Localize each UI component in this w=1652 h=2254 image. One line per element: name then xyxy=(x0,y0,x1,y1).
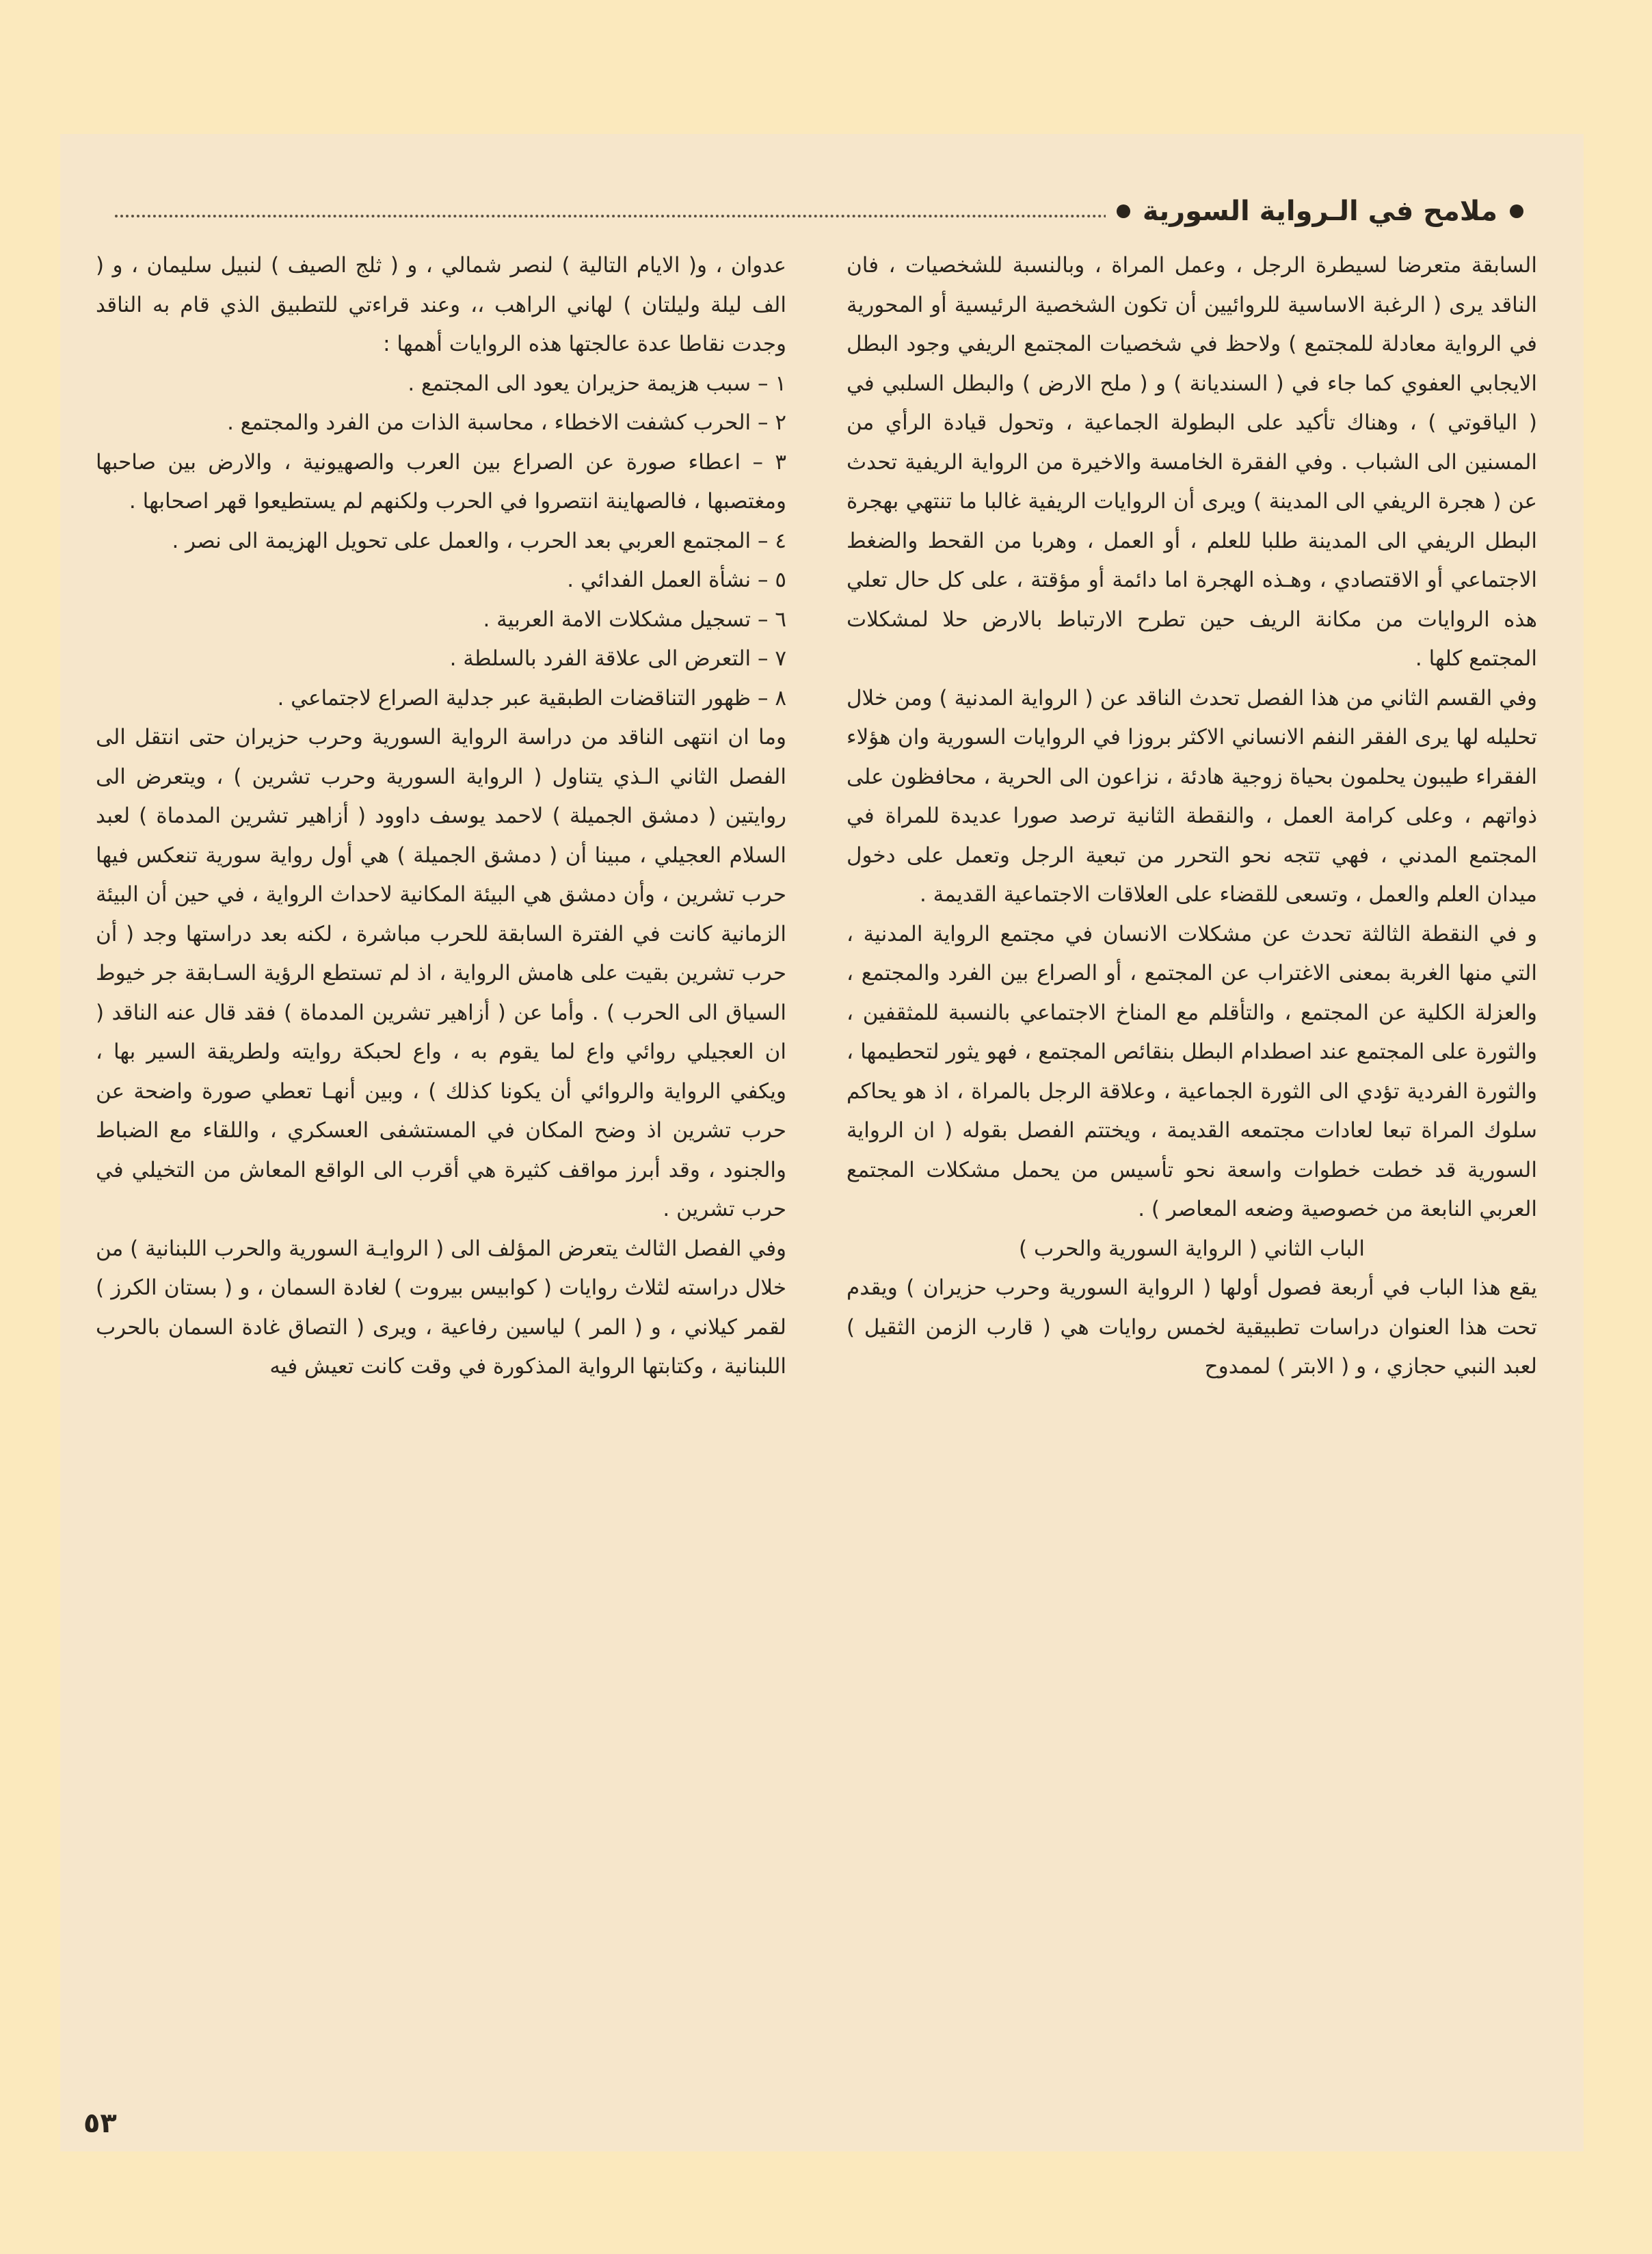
paragraph: عدوان ، و( الايام التالية ) لنصر شمالي ، و ( ثلج الصيف ) لنبيل سليمان ، و ( الف ليلة وليلتان ) لهاني الراهب ،، وعند قراءتي للتطبيق الذي قام به الناقد وجدت نقاطا عدة عالجتها هذه الروايات أهمها : xyxy=(96,253,786,356)
list-item: ٥ – نشأة العمل الفدائي . xyxy=(567,568,786,592)
paragraph: و في النقطة الثالثة تحدث عن مشكلات الانسان في مجتمع الرواية المدنية ، التي منها الغربة بمعنى الاغتراب عن المجتمع ، أو الصراع بين الفرد والمجتمع ، والعزلة الكلية عن المجتمع ، والتأقلم مع المناخ الاجتماعي بالنسبة للمثقفين ، والثورة على المجتمع عند اصطدام البطل بنقائص المجتمع ، فهو يثور لتحطيمها ، والثورة الفردية تؤدي الى الثورة الجماعية ، وعلاقة الرجل بالمراة ، اذ هو يحاكم سلوك المراة تبعا لعادات مجتمعه القديمة ، ويختتم الفصل بقوله ( ان الرواية السورية قد خطت خطوات واسعة نحو تأسيس من يحمل مشكلات المجتمع العربي النابعة من خصوصية وضعه المعاصر ) . xyxy=(847,921,1537,1221)
section-heading: الباب الثاني ( الرواية السورية والحرب ) xyxy=(1019,1236,1365,1261)
bullet-icon xyxy=(1117,204,1130,218)
paragraph: السابقة متعرضا لسيطرة الرجل ، وعمل المراة ، وبالنسبة للشخصيات ، فان الناقد يرى ( الرغبة الاساسية للروائيين أن تكون الشخصية الرئيسية أو المحورية في الرواية معادلة للمجتمع ) ولاحظ في شخصيات المجتمع الريفي وجود البطل الايجابي العفوي كما جاء في ( السنديانة ) و ( ملح الارض ) والبطل السلبي في ( الياقوتي ) ، وهناك تأكيد على البطولة الجماعية ، وتحول قيادة الرأي من المسنين الى الشباب . وفي الفقرة الخامسة والاخيرة من الرواية الريفية تحدث عن ( هجرة الريفي الى المدينة ) ويرى أن الروايات الريفية غالبا ما تنتهي بهجرة البطل الريفي الى المدينة طلبا للعلم ، أو العمل ، وهربا من القحط والضغط الاجتماعي أو الاقتصادي ، وهـذه الهجرة اما دائمة أو مؤقتة ، على كل حال تعلي هذه الروايات من مكانة الريف حين تطرح الارتباط بالارض حلا لمشكلات المجتمع كلها . xyxy=(847,253,1537,671)
header-title-group xyxy=(1106,187,1523,235)
page-title: ملامح في الـرواية السورية xyxy=(1142,196,1497,227)
bullet-icon xyxy=(1510,204,1523,218)
right-text-column xyxy=(847,246,1537,2065)
list-item: ٦ – تسجيل مشكلات الامة العربية . xyxy=(483,607,786,632)
paragraph: يقع هذا الباب في أربعة فصول أولها ( الرواية السورية وحرب حزيران ) ويقدم تحت هذا العنوان دراسات تطبيقية لخمس روايات هي ( قارب الزمن الثقيل ) لعبد النبي حجازي ، و ( الابتر ) لممدوح xyxy=(847,1275,1537,1379)
left-text-column xyxy=(96,246,786,2065)
list-item: ٧ – التعرض الى علاقة الفرد بالسلطة . xyxy=(449,646,786,671)
page-number: ٥٣ xyxy=(83,2108,117,2139)
list-item: ٢ – الحرب كشفت الاخطاء ، محاسبة الذات من الفرد والمجتمع . xyxy=(227,410,786,435)
paragraph: وما ان انتهى الناقد من دراسة الرواية السورية وحرب حزيران حتى انتقل الى الفصل الثاني الـذي يتناول ( الرواية السورية وحرب تشرين ) ، ويتعرض الى روايتين ( دمشق الجميلة ) لاحمد يوسف داوود ( أزاهير تشرين المدماة ) لعبد السلام العجيلي ، مبينا أن ( دمشق الجميلة ) هي أول رواية سورية تنعكس فيها حرب تشرين ، وأن دمشق هي البيئة المكانية لاحداث الرواية ، في حين أن البيئة الزمانية كانت في الفترة السابقة للحرب مباشرة ، لكنه بعد دراستها وجد ( أن حرب تشرين بقيت على هامش الرواية ، اذ لم تستطع الرؤية السـابقة جر خيوط السياق الى الحرب ) . وأما عن ( أزاهير تشرين المدماة ) فقد قال عنه الناقد ( ان العجيلي روائي واع لما يقوم به ، واع لحبكة روايته ولطريقة السير بها ، ويكفي الرواية والروائي أن يكونا كذلك ) ، وبين أنهـا تعطي صورة واضحة عن حرب تشرين اذ وضح المكان في المستشفى العسكري ، واللقاء مع الضباط والجنود ، وقد أبرز مواقف كثيرة هي أقرب الى الواقع المعاش من التخيلي في حرب تشرين . xyxy=(96,725,786,1221)
running-header xyxy=(115,187,1523,235)
paragraph: وفي الفصل الثالث يتعرض المؤلف الى ( الروايـة السورية والحرب اللبنانية ) من خلال دراسته لثلاث روايات ( كوابيس بيروت ) لغادة السمان ، و ( بستان الكرز ) لقمر كيلاني ، و ( المر ) لياسين رفاعية ، ويرى ( التصاق غادة السمان بالحرب اللبنانية ، وكتابتها الرواية المذكورة في وقت كانت تعيش فيه xyxy=(96,1236,786,1379)
list-item: ٣ – اعطاء صورة عن الصراع بين العرب والصهيونية ، والارض بين صاحبها ومغتصبها ، فالصهاينة انتصروا في الحرب ولكنهم لم يستطيعوا قهر اصحابها . xyxy=(96,449,786,514)
list-item: ٤ – المجتمع العربي بعد الحرب ، والعمل على تحويل الهزيمة الى نصر . xyxy=(172,528,786,553)
paragraph: وفي القسم الثاني من هذا الفصل تحدث الناقد عن ( الرواية المدنية ) ومن خلال تحليله لها يرى الفقر النفم الانساني الاكثر بروزا في الروايات السورية وان هؤلاء الفقراء طيبون يحلمون بحياة زوجية هادئة ، نزاعون الى الحرية ، محافظون على ذواتهم ، وعلى كرامة العمل ، والنقطة الثانية ترصد صورا عديدة للمراة في المجتمع المدني ، فهي تتجه نحو التحرر من تبعية الرجل وتعمل على دخول ميدان العلم والعمل ، وتسعى للقضاء على العلاقات الاجتماعية القديمة . xyxy=(847,685,1537,907)
list-item: ١ – سبب هزيمة حزيران يعود الى المجتمع . xyxy=(408,371,786,396)
list-item: ٨ – ظهور التناقضات الطبقية عبر جدلية الصراع لاجتماعي . xyxy=(277,685,786,711)
magazine-page xyxy=(60,134,1584,2151)
